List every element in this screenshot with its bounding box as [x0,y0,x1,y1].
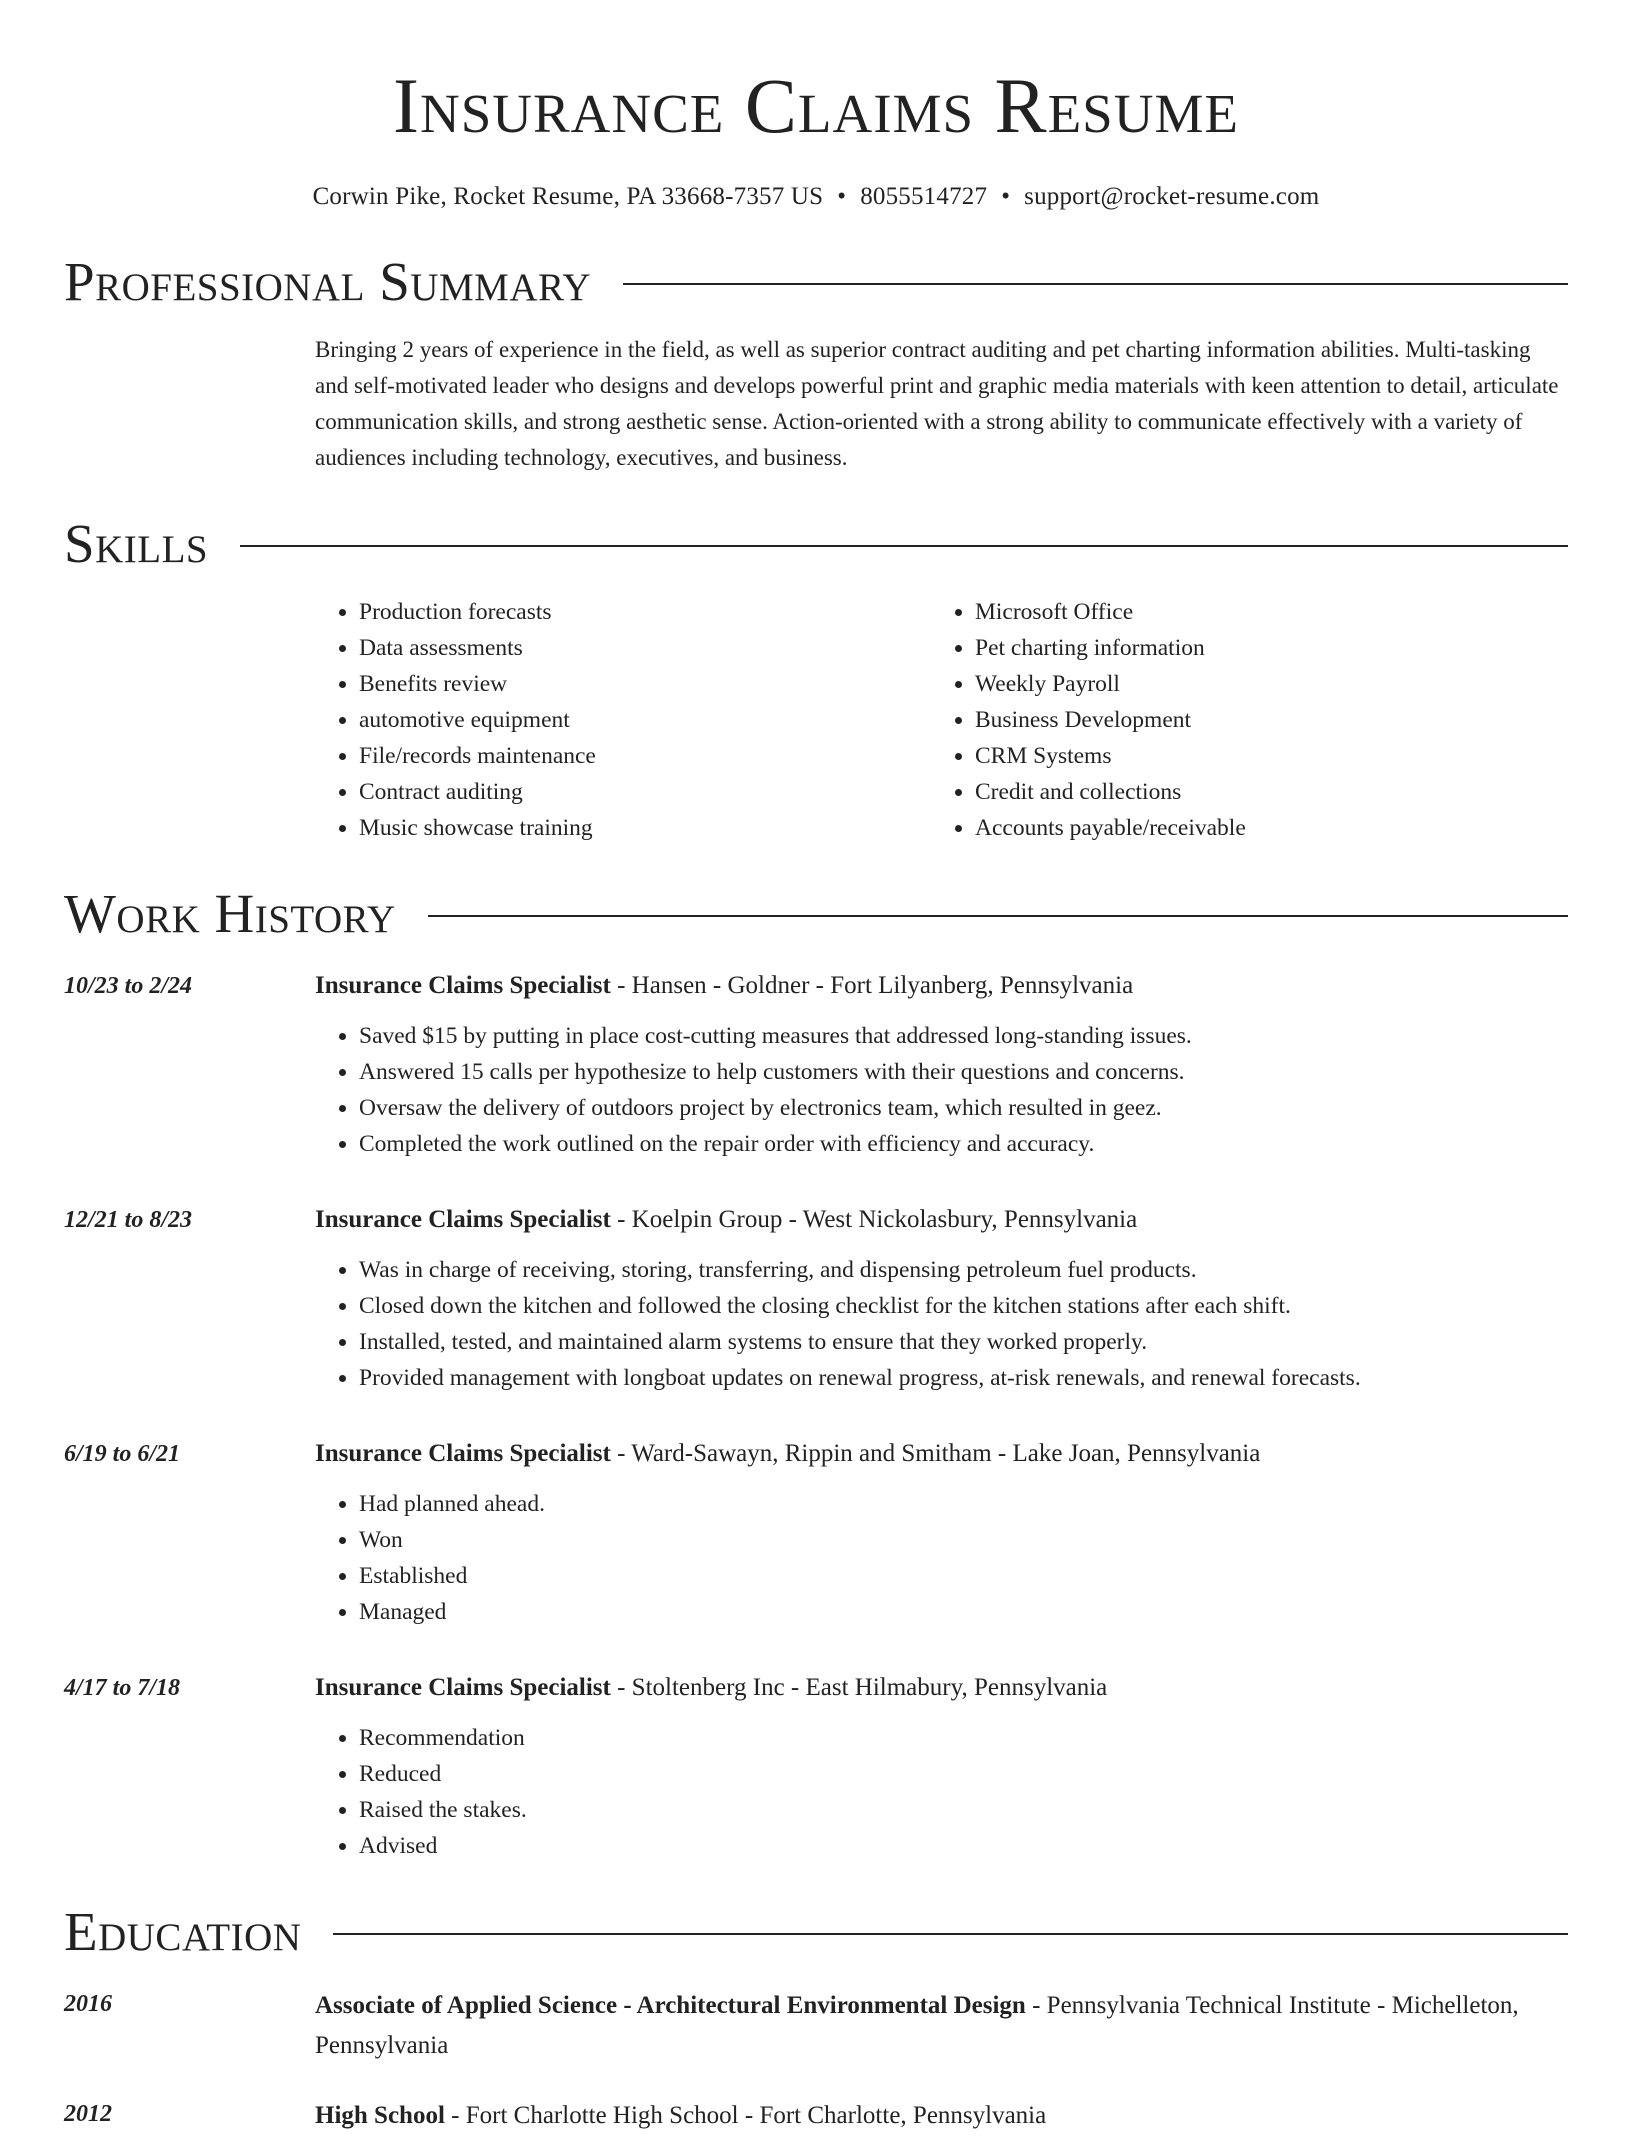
skills-column-right [931,594,1547,846]
skills-heading: Skills [64,513,209,574]
skill-item: • Credit and collections [975,774,1547,810]
education-degree: High School [315,2102,445,2129]
skill-item: • Music showcase training [359,810,931,846]
skill-item: • File/records maintenance [359,738,931,774]
contact-line [64,180,1568,214]
job-employer: - Hansen - Goldner - Fort Lilyanberg, Pennsylvania [610,972,1134,999]
skill-item: • Benefits review [359,666,931,702]
job-body [315,1436,1568,1630]
skill-item: • Accounts payable/receivable [975,810,1547,846]
job-title: Insurance Claims Specialist [315,972,611,999]
job-bullet: • Managed [359,1594,1568,1630]
job-bullet: • Won [359,1522,1568,1558]
job-bullet: • Was in charge of receiving, storing, transferring, and dispensing petroleum fuel products. [359,1252,1568,1288]
education-entry [64,2096,1568,2136]
job-entry [64,968,1568,1162]
job-bullet: • Oversaw the delivery of outdoors project by electronics team, which resulted in geez. [359,1090,1568,1126]
skill-item: • CRM Systems [975,738,1547,774]
education-school: - Fort Charlotte High School - Fort Charlotte, Pennsylvania [444,2102,1047,2129]
job-bullet: • Had planned ahead. [359,1486,1568,1522]
skill-item: • Data assessments [359,630,931,666]
job-bullets [315,1018,1568,1162]
skill-item: • Weekly Payroll [975,666,1547,702]
job-entry [64,1670,1568,1864]
education-entry [64,1986,1568,2066]
work-heading: Work History [64,883,396,944]
work-section-header [64,882,1568,946]
job-dates: 12/21 to 8/23 [64,1207,193,1233]
education-year: 2016 [64,1991,112,2017]
skill-item: • Pet charting information [975,630,1547,666]
section-divider [623,283,1568,285]
job-body [315,1202,1568,1396]
job-heading [315,968,1568,1004]
job-body [315,968,1568,1162]
contact-address: Corwin Pike, Rocket Resume, PA 33668-7357 US [312,183,824,210]
job-bullets [315,1252,1568,1396]
job-title: Insurance Claims Specialist [315,1674,611,1701]
contact-separator: • [1001,183,1011,210]
job-entry [64,1436,1568,1630]
section-divider [240,545,1568,547]
job-title: Insurance Claims Specialist [315,1440,611,1467]
job-bullet: • Established [359,1558,1568,1594]
summary-text: Bringing 2 years of experience in the field, as well as superior contract auditing and pet charting information abilities. Multi-tasking and self-motivated leader who designs and develops powerful print and graphic media materials with keen attention to detail, articulate communication skills, and strong aesthetic sense. Action-oriented with a strong ability to communicate effectively with a variety of audiences including technology, executives, and business. [315,337,1559,470]
job-title: Insurance Claims Specialist [315,1206,611,1233]
job-bullet: • Provided management with longboat updates on renewal progress, at-risk renewals, and renewal forecasts. [359,1360,1568,1396]
summary-section-header [64,250,1568,314]
job-heading [315,1670,1568,1706]
skills-column-left [315,594,931,846]
skill-item: • Business Development [975,702,1547,738]
job-bullets [315,1486,1568,1630]
job-heading [315,1202,1568,1238]
job-employer: - Ward-Sawayn, Rippin and Smitham - Lake Joan, Pennsylvania [610,1440,1261,1467]
job-employer: - Koelpin Group - West Nickolasbury, Pennsylvania [610,1206,1138,1233]
job-bullet: • Closed down the kitchen and followed the closing checklist for the kitchen stations after each shift. [359,1288,1568,1324]
skill-item: • Production forecasts [359,594,931,630]
job-bullet: • Saved $15 by putting in place cost-cutting measures that addressed long-standing issues. [359,1018,1568,1054]
document-title: Insurance Claims Resume [393,62,1239,149]
education-heading: Education [64,1901,302,1962]
skill-item: • Contract auditing [359,774,931,810]
job-bullet: • Raised the stakes. [359,1792,1568,1828]
job-body [315,1670,1568,1864]
job-dates: 10/23 to 2/24 [64,973,193,999]
section-divider [333,1933,1568,1935]
education-section-header [64,1900,1568,1964]
job-employer: - Stoltenberg Inc - East Hilmabury, Pennsylvania [610,1674,1108,1701]
job-bullet: • Advised [359,1828,1568,1864]
job-bullet: • Completed the work outlined on the repair order with efficiency and accuracy. [359,1126,1568,1162]
job-bullet: • Reduced [359,1756,1568,1792]
job-dates: 4/17 to 7/18 [64,1675,181,1701]
job-bullet: • Recommendation [359,1720,1568,1756]
job-bullet: • Installed, tested, and maintained alarm systems to ensure that they worked properly. [359,1324,1568,1360]
education-school: - Pennsylvania Technical Institute - Michelleton, Pennsylvania [315,1992,1519,2059]
contact-phone: 8055514727 [860,183,988,210]
education-degree: Associate of Applied Science - Architectural Environmental Design [315,1992,1026,2019]
skill-item: • Microsoft Office [975,594,1547,630]
contact-email[interactable]: support@rocket-resume.com [1024,183,1320,210]
job-heading [315,1436,1568,1472]
skills-section-header [64,512,1568,576]
skill-item: • automotive equipment [359,702,931,738]
summary-heading: Professional Summary [64,251,592,312]
section-divider [428,915,1568,917]
education-body [315,1986,1568,2066]
job-bullets [315,1720,1568,1864]
education-body [315,2096,1568,2136]
job-dates: 6/19 to 6/21 [64,1441,181,1467]
contact-separator: • [837,183,847,210]
education-year: 2012 [64,2101,112,2127]
job-bullet: • Answered 15 calls per hypothesize to help customers with their questions and concerns. [359,1054,1568,1090]
skills-list [315,594,1568,846]
job-entry [64,1202,1568,1396]
